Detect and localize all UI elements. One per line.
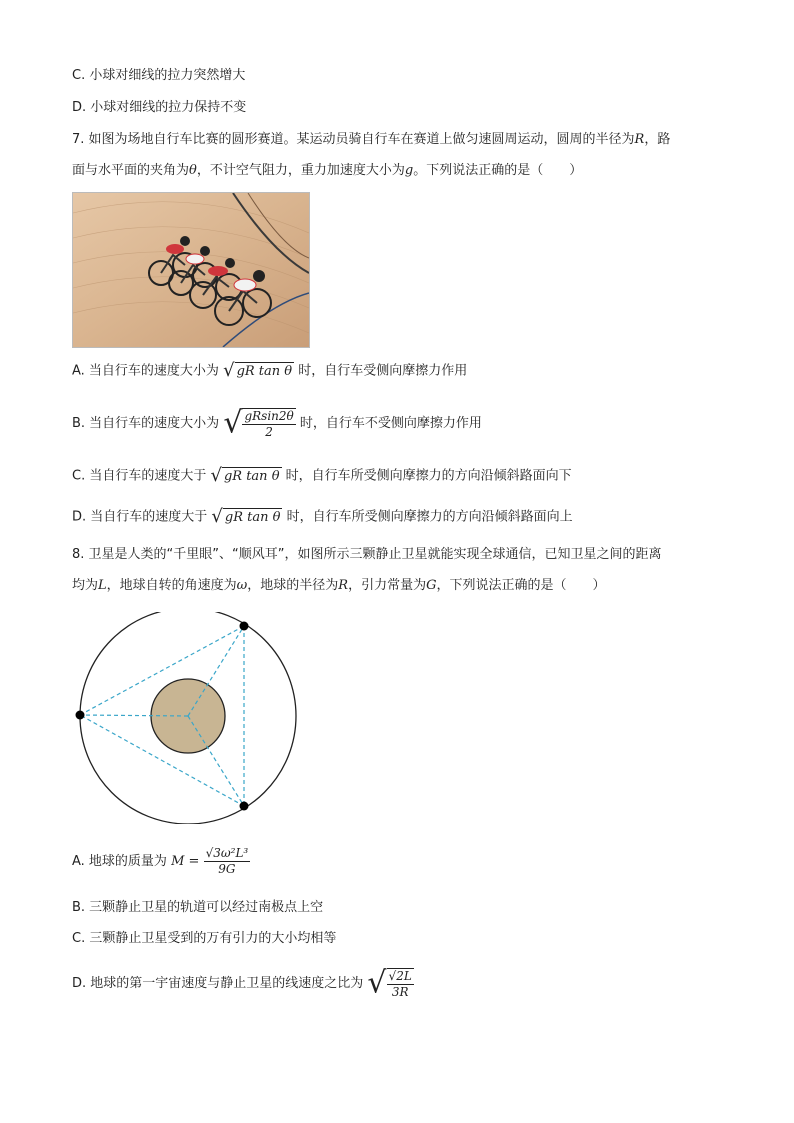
q7-option-d: D. 当自行车的速度大于 √ gR tan θ 时，自行车所受侧向摩擦力的方向沿倾斜路面向上 xyxy=(72,506,573,527)
q7-stem-line1: 7. 如图为场地自行车比赛的圆形赛道。某运动员骑自行车在赛道上做匀速圆周运动，圆周的半径为R，路 xyxy=(72,132,671,147)
option-d-previous: D. 小球对细线的拉力保持不变 xyxy=(72,100,247,115)
sqrt-expression: √ gR tan θ xyxy=(211,506,281,527)
velodrome-cyclists-photo xyxy=(72,192,310,348)
q8-option-b: B. 三颗静止卫星的轨道可以经过南极点上空 xyxy=(72,900,324,915)
q8-stem-line2: 均为L，地球自转的角速度为ω，地球的半径为R，引力常量为G，下列说法正确的是（ ） xyxy=(72,578,606,593)
fraction-expression: $\frac{gRsin2\theta}{2}$ xyxy=(244,408,294,439)
satellite-bottom xyxy=(240,802,249,811)
sqrt-expression: √ gR tan θ xyxy=(223,360,293,381)
q7-option-b: B. 当自行车的速度大小为 √ $\frac{gRsin2\theta}{2}$ 时，自行车不受侧向摩擦力作用 xyxy=(72,405,482,441)
q7-option-a: A. 当自行车的速度大小为 √ gR tan θ 时，自行车受侧向摩擦力作用 xyxy=(72,360,468,381)
q8-option-c: C. 三颗静止卫星受到的万有引力的大小均相等 xyxy=(72,931,337,946)
satellite-top xyxy=(240,622,249,631)
option-c-previous: C. 小球对细线的拉力突然增大 xyxy=(72,68,246,83)
q7-stem-line2: 面与水平面的夹角为θ，不计空气阻力，重力加速度大小为g。下列说法正确的是（ ） xyxy=(72,163,583,178)
fraction-expression: $\frac{√2L}{3R}$ xyxy=(388,968,412,999)
satellite-left xyxy=(76,711,85,720)
velodrome-photo-drawing xyxy=(73,193,309,347)
q8-stem-line1: 8. 卫星是人类的“千里眼”、“顺风耳”，如图所示三颗静止卫星就能实现全球通信，已知卫星之间的距离 xyxy=(72,547,662,562)
satellite-orbit-diagram xyxy=(72,612,304,824)
sqrt-expression: √ gR tan θ xyxy=(210,465,280,486)
q7-option-c: C. 当自行车的速度大于 √ gR tan θ 时，自行车所受侧向摩擦力的方向沿倾斜路面向下 xyxy=(72,465,572,486)
fraction-expression: $\frac{\text{√3ω²L³}}{9G}$ xyxy=(205,846,249,876)
q8-option-a: A. 地球的质量为 M = $\frac{\text{√3ω²L³}}{9G}$ xyxy=(72,846,249,876)
q8-option-d: D. 地球的第一宇宙速度与静止卫星的线速度之比为 √ $\frac{√2L}{3R}$ xyxy=(72,965,412,1001)
